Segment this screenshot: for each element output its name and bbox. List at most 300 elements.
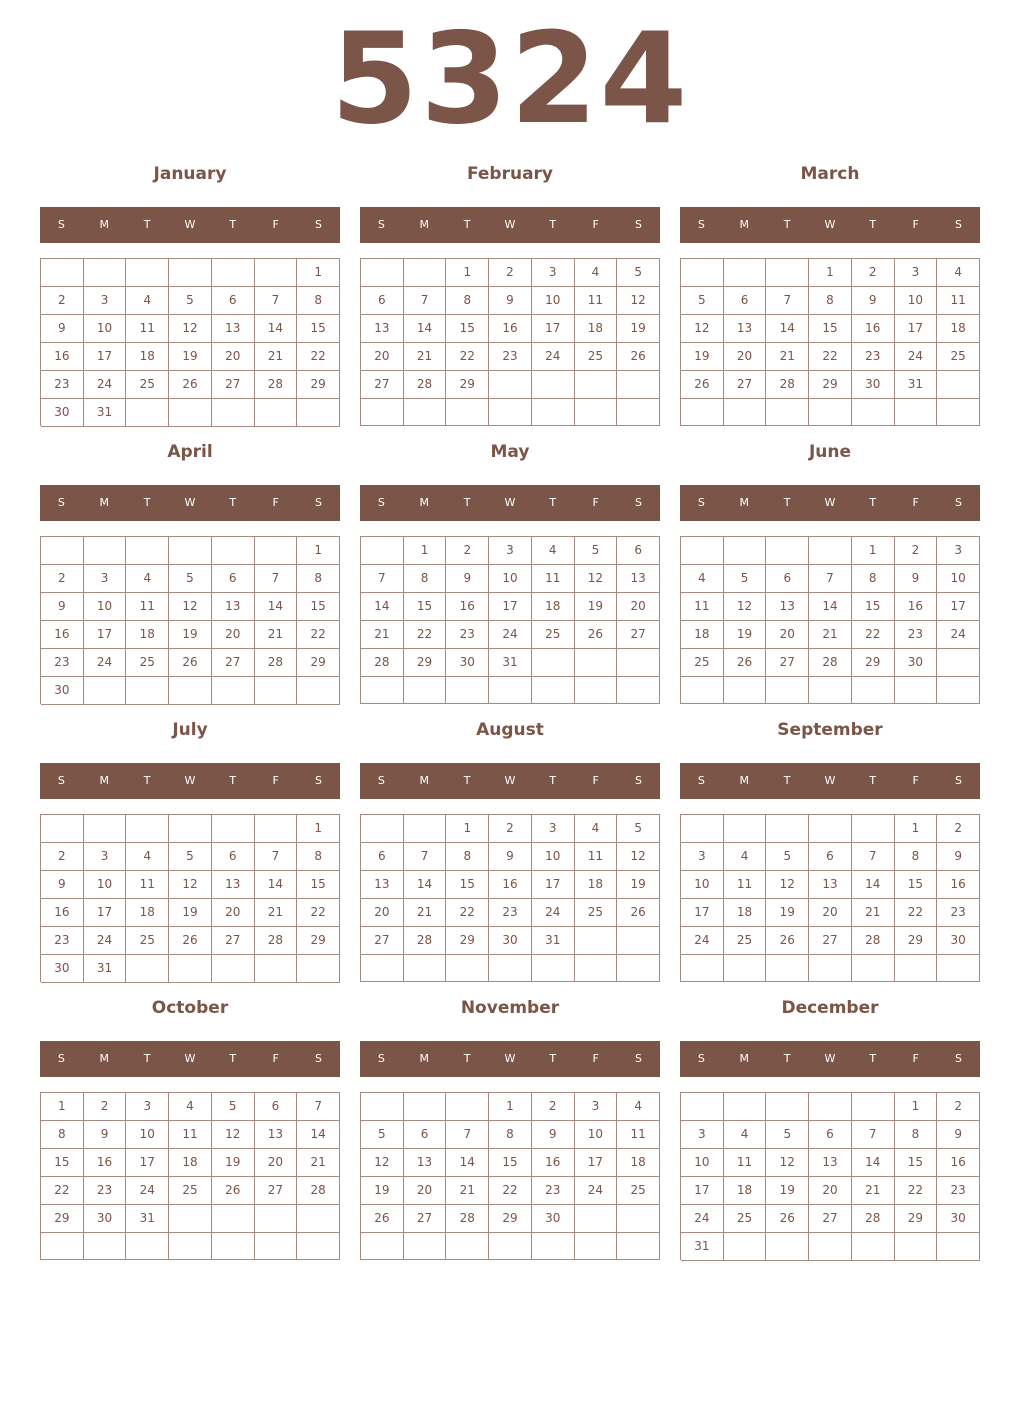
- day-cell: 24: [681, 1205, 724, 1233]
- day-cell: 19: [169, 343, 212, 371]
- day-cell: 24: [681, 927, 724, 955]
- empty-day-cell: [255, 815, 298, 843]
- day-cell: 17: [681, 899, 724, 927]
- day-cell: 21: [255, 621, 298, 649]
- day-cell: 20: [212, 899, 255, 927]
- empty-day-cell: [724, 259, 767, 287]
- day-cell: 25: [126, 649, 169, 677]
- empty-day-cell: [126, 815, 169, 843]
- day-cell: 8: [895, 843, 938, 871]
- empty-day-cell: [212, 537, 255, 565]
- day-grid: [40, 258, 340, 426]
- empty-day-cell: [361, 537, 404, 565]
- empty-day-cell: [681, 259, 724, 287]
- weekday-header: [680, 485, 980, 521]
- empty-day-cell: [852, 955, 895, 982]
- day-cell: 8: [297, 843, 340, 871]
- day-cell: 17: [84, 899, 127, 927]
- empty-day-cell: [361, 815, 404, 843]
- day-cell: 7: [809, 565, 852, 593]
- month-title: September: [777, 720, 883, 740]
- day-cell: 25: [575, 899, 618, 927]
- day-cell: 5: [766, 1121, 809, 1149]
- day-cell: 6: [404, 1121, 447, 1149]
- weekday-label: F: [912, 1052, 919, 1065]
- weekday-label: S: [377, 1052, 385, 1065]
- day-cell: 18: [681, 621, 724, 649]
- day-cell: 4: [724, 843, 767, 871]
- day-cell: 15: [895, 871, 938, 899]
- empty-day-cell: [489, 677, 532, 704]
- day-grid: [680, 258, 980, 426]
- empty-day-cell: [809, 1233, 852, 1261]
- weekday-label: S: [634, 496, 642, 509]
- day-cell: 30: [895, 649, 938, 677]
- empty-day-cell: [404, 1093, 447, 1121]
- day-cell: 31: [532, 927, 575, 955]
- day-cell: 7: [255, 287, 298, 315]
- empty-day-cell: [404, 815, 447, 843]
- day-cell: 21: [404, 343, 447, 371]
- day-cell: 9: [895, 565, 938, 593]
- day-cell: 30: [446, 649, 489, 677]
- empty-day-cell: [681, 955, 724, 982]
- day-cell: 13: [361, 315, 404, 343]
- empty-day-cell: [724, 1093, 767, 1121]
- day-cell: 28: [852, 1205, 895, 1233]
- day-cell: 27: [212, 371, 255, 399]
- day-cell: 2: [41, 843, 84, 871]
- day-cell: 28: [852, 927, 895, 955]
- day-cell: 4: [532, 537, 575, 565]
- day-cell: 10: [489, 565, 532, 593]
- day-cell: 27: [617, 621, 660, 649]
- day-cell: 24: [84, 371, 127, 399]
- weekday-header: [40, 485, 340, 521]
- day-cell: 29: [895, 927, 938, 955]
- day-cell: 14: [255, 593, 298, 621]
- day-cell: 19: [766, 899, 809, 927]
- day-cell: 12: [766, 871, 809, 899]
- day-cell: 11: [724, 871, 767, 899]
- day-cell: 20: [724, 343, 767, 371]
- day-cell: 2: [84, 1093, 127, 1121]
- day-cell: 17: [84, 621, 127, 649]
- day-cell: 18: [724, 899, 767, 927]
- day-cell: 3: [84, 565, 127, 593]
- empty-day-cell: [766, 1093, 809, 1121]
- weekday-label: M: [99, 1052, 110, 1065]
- month-title: April: [167, 442, 213, 462]
- day-cell: 3: [126, 1093, 169, 1121]
- day-cell: 6: [255, 1093, 298, 1121]
- empty-day-cell: [724, 1233, 767, 1261]
- day-grid: [680, 814, 980, 982]
- empty-day-cell: [361, 1093, 404, 1121]
- day-cell: 29: [446, 371, 489, 399]
- weekday-label: W: [504, 774, 516, 787]
- empty-day-cell: [212, 815, 255, 843]
- empty-day-cell: [575, 955, 618, 982]
- day-cell: 11: [126, 315, 169, 343]
- day-cell: 13: [766, 593, 809, 621]
- day-cell: 1: [895, 1093, 938, 1121]
- empty-day-cell: [724, 677, 767, 704]
- weekday-label: F: [592, 1052, 599, 1065]
- day-cell: 1: [852, 537, 895, 565]
- day-cell: 19: [681, 343, 724, 371]
- weekday-label: T: [229, 218, 237, 231]
- day-cell: 27: [212, 649, 255, 677]
- day-cell: 11: [681, 593, 724, 621]
- day-cell: 18: [126, 343, 169, 371]
- day-cell: 16: [41, 899, 84, 927]
- day-cell: 5: [681, 287, 724, 315]
- day-cell: 29: [297, 927, 340, 955]
- day-grid: [680, 1092, 980, 1260]
- day-cell: 13: [724, 315, 767, 343]
- empty-day-cell: [895, 677, 938, 704]
- day-cell: 12: [617, 287, 660, 315]
- day-cell: 30: [41, 399, 84, 427]
- day-cell: 15: [297, 315, 340, 343]
- day-cell: 3: [937, 537, 980, 565]
- day-cell: 1: [809, 259, 852, 287]
- day-cell: 25: [681, 649, 724, 677]
- day-cell: 18: [937, 315, 980, 343]
- empty-day-cell: [169, 1205, 212, 1233]
- day-cell: 25: [126, 371, 169, 399]
- month-title: June: [808, 442, 852, 462]
- day-grid: [360, 258, 660, 426]
- day-cell: 8: [297, 565, 340, 593]
- day-cell: 16: [84, 1149, 127, 1177]
- day-cell: 3: [532, 259, 575, 287]
- weekday-label: S: [57, 1052, 65, 1065]
- month-title: July: [172, 720, 208, 740]
- empty-day-cell: [809, 399, 852, 426]
- day-grid: [40, 1092, 340, 1260]
- day-cell: 22: [41, 1177, 84, 1205]
- day-cell: 3: [489, 537, 532, 565]
- day-cell: 29: [895, 1205, 938, 1233]
- day-cell: 9: [852, 287, 895, 315]
- day-cell: 5: [212, 1093, 255, 1121]
- empty-day-cell: [809, 537, 852, 565]
- day-cell: 10: [84, 315, 127, 343]
- day-cell: 29: [404, 649, 447, 677]
- weekday-label: S: [634, 218, 642, 231]
- day-cell: 17: [937, 593, 980, 621]
- day-cell: 21: [766, 343, 809, 371]
- month-title: November: [460, 998, 560, 1018]
- day-cell: 25: [169, 1177, 212, 1205]
- day-cell: 17: [575, 1149, 618, 1177]
- day-cell: 7: [297, 1093, 340, 1121]
- day-cell: 1: [297, 259, 340, 287]
- day-cell: 15: [852, 593, 895, 621]
- day-cell: 1: [446, 259, 489, 287]
- empty-day-cell: [361, 1233, 404, 1260]
- day-cell: 21: [852, 1177, 895, 1205]
- day-cell: 17: [84, 343, 127, 371]
- day-cell: 8: [446, 843, 489, 871]
- empty-day-cell: [617, 677, 660, 704]
- day-cell: 9: [532, 1121, 575, 1149]
- day-cell: 27: [404, 1205, 447, 1233]
- empty-day-cell: [575, 927, 618, 955]
- day-cell: 31: [489, 649, 532, 677]
- weekday-header: [680, 207, 980, 243]
- weekday-label: S: [697, 774, 705, 787]
- empty-day-cell: [852, 677, 895, 704]
- day-cell: 6: [809, 1121, 852, 1149]
- empty-day-cell: [724, 399, 767, 426]
- day-cell: 10: [937, 565, 980, 593]
- weekday-label: S: [954, 774, 962, 787]
- day-cell: 13: [212, 871, 255, 899]
- empty-day-cell: [532, 1233, 575, 1260]
- day-cell: 4: [575, 815, 618, 843]
- day-cell: 11: [937, 287, 980, 315]
- day-cell: 18: [575, 315, 618, 343]
- day-cell: 19: [575, 593, 618, 621]
- weekday-label: S: [697, 1052, 705, 1065]
- empty-day-cell: [724, 815, 767, 843]
- day-cell: 7: [255, 843, 298, 871]
- day-cell: 1: [41, 1093, 84, 1121]
- day-cell: 9: [446, 565, 489, 593]
- empty-day-cell: [532, 677, 575, 704]
- day-cell: 6: [361, 843, 404, 871]
- day-cell: 27: [809, 1205, 852, 1233]
- day-cell: 9: [937, 1121, 980, 1149]
- day-cell: 10: [681, 871, 724, 899]
- day-cell: 20: [809, 1177, 852, 1205]
- day-cell: 20: [617, 593, 660, 621]
- month-title: May: [490, 442, 530, 462]
- day-cell: 26: [169, 649, 212, 677]
- weekday-label: W: [184, 1052, 196, 1065]
- day-cell: 7: [852, 1121, 895, 1149]
- day-cell: 23: [41, 371, 84, 399]
- empty-day-cell: [361, 259, 404, 287]
- empty-day-cell: [489, 955, 532, 982]
- weekday-label: W: [504, 218, 516, 231]
- empty-day-cell: [617, 1205, 660, 1233]
- day-cell: 10: [126, 1121, 169, 1149]
- empty-day-cell: [297, 1233, 340, 1260]
- day-cell: 2: [937, 815, 980, 843]
- day-cell: 19: [169, 899, 212, 927]
- day-cell: 19: [617, 315, 660, 343]
- day-cell: 25: [126, 927, 169, 955]
- weekday-label: T: [549, 218, 557, 231]
- weekday-label: M: [739, 218, 750, 231]
- empty-day-cell: [255, 677, 298, 705]
- day-cell: 20: [809, 899, 852, 927]
- weekday-label: S: [314, 774, 322, 787]
- day-cell: 27: [809, 927, 852, 955]
- day-cell: 5: [617, 815, 660, 843]
- day-cell: 8: [404, 565, 447, 593]
- empty-day-cell: [41, 815, 84, 843]
- day-cell: 30: [937, 1205, 980, 1233]
- empty-day-cell: [575, 649, 618, 677]
- empty-day-cell: [766, 1233, 809, 1261]
- weekday-label: T: [783, 774, 791, 787]
- empty-day-cell: [446, 955, 489, 982]
- day-cell: 19: [617, 871, 660, 899]
- day-cell: 16: [41, 343, 84, 371]
- day-cell: 30: [852, 371, 895, 399]
- day-cell: 28: [404, 927, 447, 955]
- empty-day-cell: [84, 677, 127, 705]
- day-cell: 23: [852, 343, 895, 371]
- weekday-label: F: [912, 774, 919, 787]
- weekday-label: S: [314, 496, 322, 509]
- weekday-label: T: [229, 1052, 237, 1065]
- day-cell: 25: [617, 1177, 660, 1205]
- day-cell: 24: [84, 927, 127, 955]
- weekday-header: [40, 763, 340, 799]
- weekday-header: [360, 485, 660, 521]
- day-cell: 18: [617, 1149, 660, 1177]
- weekday-header: [40, 207, 340, 243]
- weekday-label: T: [463, 496, 471, 509]
- weekday-label: M: [419, 496, 430, 509]
- weekday-label: T: [229, 496, 237, 509]
- day-cell: 3: [84, 843, 127, 871]
- day-cell: 30: [41, 677, 84, 705]
- day-cell: 18: [532, 593, 575, 621]
- day-cell: 4: [724, 1121, 767, 1149]
- weekday-label: F: [592, 496, 599, 509]
- day-cell: 28: [297, 1177, 340, 1205]
- day-cell: 11: [126, 593, 169, 621]
- empty-day-cell: [575, 677, 618, 704]
- day-cell: 26: [766, 927, 809, 955]
- day-cell: 15: [446, 315, 489, 343]
- day-cell: 4: [937, 259, 980, 287]
- day-cell: 6: [617, 537, 660, 565]
- day-cell: 14: [809, 593, 852, 621]
- day-cell: 30: [84, 1205, 127, 1233]
- day-cell: 24: [575, 1177, 618, 1205]
- empty-day-cell: [126, 399, 169, 427]
- day-cell: 27: [212, 927, 255, 955]
- day-cell: 14: [446, 1149, 489, 1177]
- weekday-label: S: [314, 218, 322, 231]
- empty-day-cell: [41, 1233, 84, 1260]
- empty-day-cell: [169, 815, 212, 843]
- day-cell: 22: [895, 1177, 938, 1205]
- empty-day-cell: [84, 537, 127, 565]
- day-cell: 7: [446, 1121, 489, 1149]
- empty-day-cell: [617, 927, 660, 955]
- day-cell: 26: [724, 649, 767, 677]
- day-cell: 26: [361, 1205, 404, 1233]
- day-cell: 12: [575, 565, 618, 593]
- day-grid: [40, 814, 340, 982]
- empty-day-cell: [724, 537, 767, 565]
- empty-day-cell: [532, 649, 575, 677]
- weekday-label: W: [504, 1052, 516, 1065]
- day-cell: 22: [297, 621, 340, 649]
- day-cell: 21: [809, 621, 852, 649]
- empty-day-cell: [937, 649, 980, 677]
- day-cell: 6: [212, 843, 255, 871]
- day-cell: 7: [404, 287, 447, 315]
- day-cell: 26: [617, 899, 660, 927]
- empty-day-cell: [681, 537, 724, 565]
- weekday-label: S: [697, 218, 705, 231]
- day-cell: 19: [361, 1177, 404, 1205]
- day-cell: 5: [617, 259, 660, 287]
- empty-day-cell: [126, 1233, 169, 1260]
- day-cell: 1: [446, 815, 489, 843]
- empty-day-cell: [724, 955, 767, 982]
- empty-day-cell: [895, 399, 938, 426]
- day-cell: 29: [446, 927, 489, 955]
- day-cell: 6: [809, 843, 852, 871]
- day-cell: 4: [126, 287, 169, 315]
- day-grid: [360, 814, 660, 982]
- weekday-label: T: [143, 496, 151, 509]
- empty-day-cell: [766, 259, 809, 287]
- empty-day-cell: [212, 399, 255, 427]
- empty-day-cell: [404, 259, 447, 287]
- empty-day-cell: [681, 677, 724, 704]
- weekday-label: T: [229, 774, 237, 787]
- empty-day-cell: [169, 537, 212, 565]
- empty-day-cell: [766, 955, 809, 982]
- weekday-label: F: [592, 774, 599, 787]
- day-cell: 13: [361, 871, 404, 899]
- day-cell: 28: [361, 649, 404, 677]
- day-cell: 2: [41, 287, 84, 315]
- day-cell: 6: [212, 287, 255, 315]
- day-cell: 16: [41, 621, 84, 649]
- empty-day-cell: [617, 649, 660, 677]
- day-cell: 15: [297, 593, 340, 621]
- day-cell: 24: [532, 343, 575, 371]
- day-cell: 22: [489, 1177, 532, 1205]
- weekday-label: M: [739, 1052, 750, 1065]
- weekday-label: S: [57, 218, 65, 231]
- month-title: January: [153, 164, 227, 184]
- day-cell: 8: [489, 1121, 532, 1149]
- day-cell: 7: [852, 843, 895, 871]
- day-cell: 25: [575, 343, 618, 371]
- day-cell: 9: [937, 843, 980, 871]
- day-cell: 21: [255, 899, 298, 927]
- day-cell: 12: [724, 593, 767, 621]
- day-cell: 22: [852, 621, 895, 649]
- day-cell: 29: [297, 649, 340, 677]
- weekday-label: T: [869, 218, 877, 231]
- day-cell: 5: [169, 287, 212, 315]
- weekday-label: S: [57, 496, 65, 509]
- empty-day-cell: [404, 955, 447, 982]
- empty-day-cell: [852, 815, 895, 843]
- day-cell: 2: [489, 815, 532, 843]
- weekday-label: T: [869, 774, 877, 787]
- empty-day-cell: [212, 677, 255, 705]
- day-cell: 14: [852, 1149, 895, 1177]
- day-cell: 25: [724, 1205, 767, 1233]
- day-cell: 10: [532, 843, 575, 871]
